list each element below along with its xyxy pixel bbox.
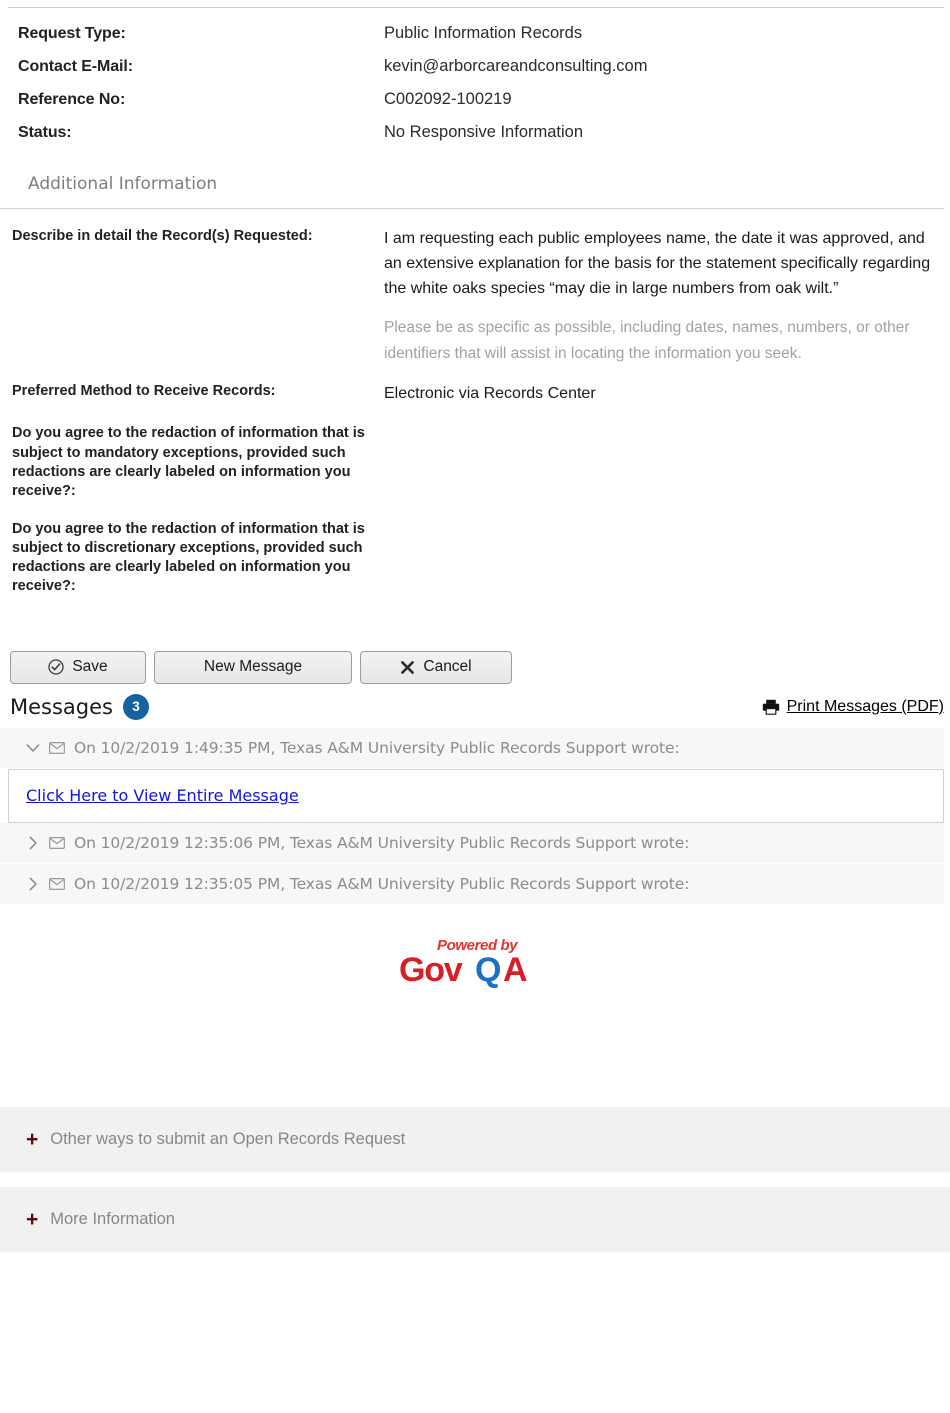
summary-row-contact-email	[0, 57, 950, 90]
detail-row-describe	[0, 227, 950, 366]
accordion-more-information[interactable]	[0, 1187, 950, 1252]
chevron-right-icon	[26, 877, 40, 891]
request-type-value: Public Information Records	[384, 24, 583, 42]
describe-records-label: Describe in detail the Record(s) Requested:	[12, 228, 313, 244]
save-button-label: Save	[72, 658, 108, 676]
additional-information-details	[0, 209, 950, 633]
chevron-down-icon	[26, 743, 40, 753]
message-row-3-text: On 10/2/2019 12:35:05 PM, Texas A&M University Public Records Support wrote:	[74, 874, 690, 893]
summary-row-status	[0, 123, 950, 156]
status-label: Status:	[18, 124, 72, 141]
messages-header	[0, 684, 950, 728]
messages-count-badge: 3	[123, 694, 149, 720]
message-row-2-text: On 10/2/2019 12:35:06 PM, Texas A&M University Public Records Support wrote:	[74, 833, 690, 852]
govqa-gov-text: Gov	[399, 950, 462, 989]
plus-icon: +	[26, 1207, 39, 1231]
detail-row-discretionary-redaction	[0, 520, 950, 597]
envelope-icon	[49, 742, 65, 754]
describe-records-text: I am requesting each public employees name, the date it was approved, and an extensive explanation for the basis for the statement specifically regarding the white oaks species “may die in large numbers from oak wilt.”	[384, 230, 931, 297]
message-row-3[interactable]	[0, 864, 944, 905]
detail-row-mandatory-redaction	[0, 424, 950, 501]
message-row-2[interactable]	[0, 823, 944, 864]
check-circle-icon	[48, 659, 64, 675]
detail-row-preferred-method	[0, 382, 950, 407]
contact-email-label: Contact E-Mail:	[18, 58, 133, 75]
reference-no-label: Reference No:	[18, 91, 126, 108]
accordion-other-ways-label: Other ways to submit an Open Records Request	[50, 1129, 406, 1148]
view-entire-message-link[interactable]: Click Here to View Entire Message	[26, 785, 299, 805]
preferred-method-value: Electronic via Records Center	[384, 384, 596, 402]
plus-icon: +	[26, 1127, 39, 1151]
cancel-button-label: Cancel	[423, 658, 472, 676]
govqa-powered-by-text: Powered by	[437, 936, 518, 954]
new-message-button-label: New Message	[203, 658, 303, 676]
summary-row-request-type	[0, 24, 950, 57]
govqa-q-text: Q	[475, 950, 500, 989]
save-button[interactable]	[10, 651, 146, 684]
form-actions	[0, 651, 950, 684]
messages-title-group	[10, 694, 149, 720]
discretionary-redaction-label: Do you agree to the redaction of information that is subject to discretionary exceptions, provided such redactions are clearly labeled on information you receive?:	[12, 520, 365, 595]
preferred-method-label: Preferred Method to Receive Records:	[12, 382, 276, 399]
close-x-icon	[400, 660, 415, 675]
message-body-1	[8, 769, 944, 823]
govqa-logo	[399, 937, 551, 989]
messages-title: Messages	[10, 694, 113, 719]
footer-accordions	[0, 1107, 950, 1252]
describe-records-hint: Please be as specific as possible, including dates, names, numbers, or other identifiers that will assist in locating the information you seek.	[384, 319, 910, 362]
new-message-button[interactable]	[154, 651, 352, 684]
powered-by-logo-wrap	[0, 905, 950, 989]
envelope-icon	[49, 837, 65, 849]
reference-no-value: C002092-100219	[384, 90, 512, 108]
message-row-1-text: On 10/2/2019 1:49:35 PM, Texas A&M University Public Records Support wrote:	[74, 738, 680, 757]
messages-list	[0, 728, 950, 905]
chevron-right-icon	[26, 836, 40, 850]
describe-records-value	[384, 227, 950, 366]
print-messages-link[interactable]	[762, 698, 944, 716]
contact-email-value: kevin@arborcareandconsulting.com	[384, 57, 648, 75]
print-messages-label: Print Messages (PDF)	[786, 697, 944, 715]
cancel-button[interactable]	[360, 651, 512, 684]
request-type-label: Request Type:	[18, 25, 126, 42]
additional-information-heading: Additional Information	[28, 174, 218, 194]
status-value: No Responsive Information	[384, 123, 584, 141]
request-summary	[0, 8, 950, 156]
summary-row-reference-no	[0, 90, 950, 123]
printer-icon	[762, 699, 780, 715]
accordion-more-information-label: More Information	[50, 1209, 175, 1228]
accordion-other-ways-to-submit[interactable]	[0, 1107, 950, 1172]
mandatory-redaction-label: Do you agree to the redaction of information that is subject to mandatory exceptions, provided such redactions are clearly labeled on information you receive?:	[12, 425, 365, 500]
message-row-1[interactable]	[0, 728, 944, 769]
govqa-a-text: A	[503, 950, 528, 989]
envelope-icon	[49, 878, 65, 890]
